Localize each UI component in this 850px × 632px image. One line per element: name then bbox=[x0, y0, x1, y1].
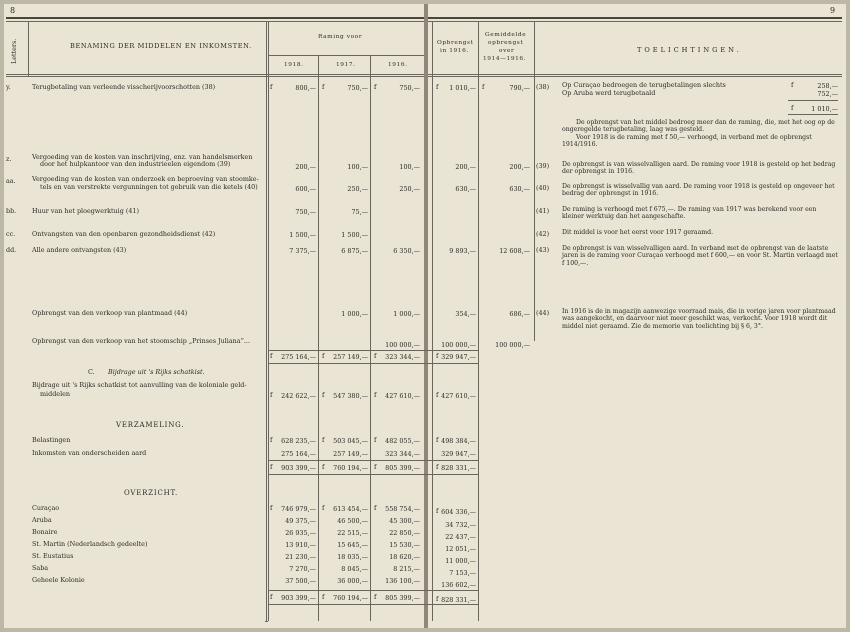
value-opbrengst: 100 000,— bbox=[441, 341, 476, 349]
value-opbrengst: 12 051,— bbox=[445, 545, 476, 553]
value-1917: 8 045,— bbox=[341, 565, 368, 573]
header-gemiddelde-4: 1914—1916. bbox=[483, 56, 527, 62]
currency-f: f bbox=[322, 83, 325, 91]
currency-f: f bbox=[322, 504, 325, 512]
value-1916: 482 055,— bbox=[385, 437, 420, 445]
top-rule-right-thin bbox=[428, 21, 842, 22]
total-1918: 275 164,— bbox=[281, 353, 316, 361]
total-1917: 760 194,— bbox=[333, 464, 368, 472]
row-name: Bonaire bbox=[32, 528, 58, 536]
currency-f: f bbox=[270, 391, 273, 399]
value-1916: 323 344,— bbox=[385, 450, 420, 458]
note-ref: (43) bbox=[536, 246, 550, 254]
value-1916: 100 000,— bbox=[385, 341, 420, 349]
row-name: Terugbetaling van verleende visscherijvoorschotten (38) bbox=[32, 83, 216, 91]
total-rule bbox=[268, 350, 478, 351]
col-line-name bbox=[266, 21, 267, 621]
row-letter: aa. bbox=[6, 177, 16, 185]
value-1918: 13 910,— bbox=[285, 541, 316, 549]
currency-f: f bbox=[791, 104, 794, 112]
value-1917: 36 000,— bbox=[337, 577, 368, 585]
value-1918: 26 935,— bbox=[285, 529, 316, 537]
note-ref: (42) bbox=[536, 230, 550, 238]
header-bottom-rule-left bbox=[6, 74, 424, 75]
value-opbrengst: 427 610,— bbox=[441, 392, 476, 400]
header-name: BENAMING DER MIDDELEN EN INKOMSTEN. bbox=[70, 42, 252, 50]
currency-f: f bbox=[322, 352, 325, 360]
value-1918: 746 979,— bbox=[281, 505, 316, 513]
header-bottom-rule-left-2 bbox=[6, 76, 424, 77]
value-opbrengst: 34 732,— bbox=[445, 521, 476, 529]
value-1918: 7 375,— bbox=[289, 247, 316, 255]
currency-f: f bbox=[270, 83, 273, 91]
raming-subrule bbox=[268, 55, 424, 56]
top-rule-right bbox=[428, 17, 842, 19]
row-name: Ontvangsten van den openbaren gezondheidsdienst (42) bbox=[32, 230, 216, 238]
value-1918: 600,— bbox=[295, 185, 316, 193]
currency-f: f bbox=[436, 436, 439, 444]
col-line-letters bbox=[28, 21, 29, 76]
value-1917: 18 035,— bbox=[337, 553, 368, 561]
total-rule-bottom bbox=[268, 604, 478, 605]
currency-f: f bbox=[270, 436, 273, 444]
explanation-39: De opbrengst is van wisselvalligen aard. De raming voor 1918 is gesteld op het bedrag der opbrengst in 1916. bbox=[562, 161, 836, 176]
value-1918: 800,— bbox=[295, 84, 316, 92]
row-letter: dd. bbox=[6, 246, 17, 254]
value-opbrengst: 7 153,— bbox=[449, 569, 476, 577]
row-name-cont: tels en van verstrekte vergunningen tot gebruik van die ketels (40) bbox=[40, 183, 258, 191]
header-gemiddelde-1: Gemiddelde bbox=[485, 32, 527, 38]
explanation-38b: Op Aruba werd terugbetaald bbox=[562, 89, 656, 97]
explanation-sum-rule-bottom bbox=[788, 114, 838, 115]
note-ref: (40) bbox=[536, 184, 550, 192]
currency-f: f bbox=[270, 463, 273, 471]
value-1918: 628 235,— bbox=[281, 437, 316, 445]
total-rule-bottom bbox=[268, 474, 478, 475]
row-letter: y. bbox=[6, 83, 11, 91]
total-rule bbox=[268, 590, 478, 591]
total-1918: 903 399,— bbox=[281, 464, 316, 472]
header-1918: 1918. bbox=[284, 62, 304, 68]
header-1916: 1916. bbox=[388, 62, 408, 68]
value-opbrengst: 9 893,— bbox=[449, 247, 476, 255]
explanation-42: Dit middel is voor het eerst voor 1917 geraamd. bbox=[562, 229, 714, 236]
book-gutter bbox=[424, 4, 428, 628]
overzicht-title: OVERZICHT. bbox=[124, 489, 179, 497]
row-letter: bb. bbox=[6, 207, 17, 215]
header-opbrengst-1: Opbrengst bbox=[437, 40, 474, 46]
explanation-38b-value: 752,— bbox=[817, 90, 838, 98]
value-1917: 547 380,— bbox=[333, 392, 368, 400]
total-opbrengst: 329 947,— bbox=[441, 353, 476, 361]
header-1917: 1917. bbox=[336, 62, 356, 68]
header-letters: Letters. bbox=[10, 38, 18, 64]
value-1917: 750,— bbox=[347, 84, 368, 92]
value-opbrengst: 329 947,— bbox=[441, 450, 476, 458]
value-gemiddelde: 100 000,— bbox=[495, 341, 530, 349]
currency-f: f bbox=[791, 81, 794, 89]
value-opbrengst: 604 336,— bbox=[441, 508, 476, 516]
row-name: Huur van het ploegwerktuig (41) bbox=[32, 207, 139, 215]
value-opbrengst: 1 010,— bbox=[449, 84, 476, 92]
row-name: Curaçao bbox=[32, 504, 60, 512]
currency-f: f bbox=[270, 352, 273, 360]
currency-f: f bbox=[374, 504, 377, 512]
value-gemiddelde: 12 608,— bbox=[499, 247, 530, 255]
explanation-38a-value: 258,— bbox=[817, 82, 838, 90]
currency-f: f bbox=[482, 83, 485, 91]
value-1917: 6 875,— bbox=[341, 247, 368, 255]
row-name: Bijdrage uit 's Rijks schatkist tot aanvulling van de koloniale geld- bbox=[32, 381, 247, 389]
currency-f: f bbox=[270, 593, 273, 601]
currency-f: f bbox=[436, 463, 439, 471]
top-rule-left-thin bbox=[6, 21, 424, 22]
currency-f: f bbox=[374, 436, 377, 444]
currency-f: f bbox=[322, 436, 325, 444]
value-1916: 8 215,— bbox=[393, 565, 420, 573]
col-line-opbrengst bbox=[432, 21, 433, 621]
col-line-1917 bbox=[370, 55, 371, 621]
value-1917: 613 454,— bbox=[333, 505, 368, 513]
total-opbrengst: 828 331,— bbox=[441, 596, 476, 604]
value-opbrengst: 200,— bbox=[455, 163, 476, 171]
row-name: St. Eustatius bbox=[32, 552, 74, 560]
row-name: Belastingen bbox=[32, 436, 71, 444]
col-line-name-2 bbox=[268, 21, 269, 621]
total-rule-bottom bbox=[268, 363, 478, 364]
currency-f: f bbox=[436, 83, 439, 91]
value-1918: 21 230,— bbox=[285, 553, 316, 561]
section-c-title: Bijdrage uit 's Rijks schatkist. bbox=[108, 368, 205, 376]
currency-f: f bbox=[436, 352, 439, 360]
col-line-refs bbox=[534, 21, 535, 341]
currency-f: f bbox=[436, 507, 439, 515]
explanation-38d: Voor 1918 is de raming met f 50,— verhoogd, in verband met de opbrengst 1914/1916. bbox=[562, 134, 812, 149]
note-ref: (39) bbox=[536, 162, 550, 170]
header-raming: Raming voor bbox=[318, 34, 363, 40]
note-ref: (38) bbox=[536, 83, 550, 91]
col-line-gemiddelde bbox=[478, 21, 479, 621]
total-opbrengst: 828 331,— bbox=[441, 464, 476, 472]
value-1916: 100,— bbox=[399, 163, 420, 171]
explanation-43: De opbrengst is van wisselvalligen aard. In verband met de opbrengst van de laatste jaren is de raming voor Curaçao verhoogd met f 600,— en voor St. Martin verlaagd met f 100,—. bbox=[562, 245, 838, 267]
value-1918: 200,— bbox=[295, 163, 316, 171]
value-1917: 75,— bbox=[351, 208, 368, 216]
value-1916: 1 000,— bbox=[393, 310, 420, 318]
col-line-1918 bbox=[318, 55, 319, 621]
total-1917: 257 149,— bbox=[333, 353, 368, 361]
value-1917: 46 500,— bbox=[337, 517, 368, 525]
value-1916: 45 300,— bbox=[389, 517, 420, 525]
row-letter: cc. bbox=[6, 230, 16, 238]
value-1916: 558 754,— bbox=[385, 505, 420, 513]
row-name: Geheele Kolonie bbox=[32, 576, 85, 584]
total-1916: 805 399,— bbox=[385, 464, 420, 472]
value-1917: 503 045,— bbox=[333, 437, 368, 445]
value-1918: 750,— bbox=[295, 208, 316, 216]
row-name: Saba bbox=[32, 564, 49, 572]
explanation-38-total: 1 010,— bbox=[811, 105, 838, 113]
value-1916: 136 100,— bbox=[385, 577, 420, 585]
row-letter: z. bbox=[6, 155, 12, 163]
row-name: Vergoeding van de kosten van onderzoek en beproeving van stoomke- bbox=[32, 175, 259, 183]
row-name: St. Martin (Nederlandsch gedeelte) bbox=[32, 540, 148, 548]
header-toelichtingen: TOELICHTINGEN. bbox=[637, 46, 742, 54]
value-1918: 242 622,— bbox=[281, 392, 316, 400]
value-1918: 1 500,— bbox=[289, 231, 316, 239]
currency-f: f bbox=[436, 595, 439, 603]
value-1917: 257 149,— bbox=[333, 450, 368, 458]
value-1916: 427 610,— bbox=[385, 392, 420, 400]
value-1916: 750,— bbox=[399, 84, 420, 92]
value-1916: 6 350,— bbox=[393, 247, 420, 255]
currency-f: f bbox=[270, 504, 273, 512]
explanation-38a: Op Curaçao bedroegen de terugbetalingen slechts bbox=[562, 81, 726, 89]
value-1918: 275 164,— bbox=[281, 450, 316, 458]
section-c-label: C. bbox=[88, 368, 95, 376]
explanation-sum-rule bbox=[788, 100, 838, 101]
total-1916: 323 344,— bbox=[385, 353, 420, 361]
currency-f: f bbox=[374, 391, 377, 399]
value-1916: 15 530,— bbox=[389, 541, 420, 549]
header-opbrengst-2: in 1916. bbox=[440, 48, 469, 54]
row-name: Opbrengst van den verkoop van plantmaad (44) bbox=[32, 309, 188, 317]
value-1918: 49 375,— bbox=[285, 517, 316, 525]
bottom-mark bbox=[265, 621, 268, 622]
value-1917: 22 515,— bbox=[337, 529, 368, 537]
value-1916: 18 620,— bbox=[389, 553, 420, 561]
value-1917: 100,— bbox=[347, 163, 368, 171]
header-gemiddelde-2: opbrengst bbox=[488, 40, 524, 46]
currency-f: f bbox=[436, 391, 439, 399]
row-name-cont: door het hulpkantoor van den industrieelen eigendom (39) bbox=[40, 160, 231, 168]
value-opbrengst: 354,— bbox=[455, 310, 476, 318]
note-ref: (41) bbox=[536, 207, 550, 215]
currency-f: f bbox=[374, 593, 377, 601]
value-gemiddelde: 790,— bbox=[509, 84, 530, 92]
value-1917: 250,— bbox=[347, 185, 368, 193]
top-rule-left bbox=[6, 17, 424, 19]
currency-f: f bbox=[322, 463, 325, 471]
value-gemiddelde: 200,— bbox=[509, 163, 530, 171]
currency-f: f bbox=[374, 352, 377, 360]
value-opbrengst: 11 000,— bbox=[445, 557, 476, 565]
row-name: Opbrengst van den verkoop van het stoomschip „Prinses Juliana”... bbox=[32, 337, 250, 345]
value-1916: 250,— bbox=[399, 185, 420, 193]
row-name: Vergoeding van de kosten van inschrijving, enz. van handelsmerken bbox=[32, 153, 253, 161]
explanation-41: De raming is verhoogd met f 675,—. De raming van 1917 was berekend voor een kleiner werktuig dan het aangeschafte. bbox=[562, 206, 817, 221]
value-1917: 1 500,— bbox=[341, 231, 368, 239]
value-opbrengst: 22 437,— bbox=[445, 533, 476, 541]
value-gemiddelde: 630,— bbox=[509, 185, 530, 193]
page-number-right: 9 bbox=[830, 6, 836, 15]
value-1918: 7 270,— bbox=[289, 565, 316, 573]
page-number-left: 8 bbox=[10, 6, 16, 15]
currency-f: f bbox=[322, 391, 325, 399]
value-gemiddelde: 686,— bbox=[509, 310, 530, 318]
header-bottom-rule-right-2 bbox=[428, 76, 842, 77]
header-gemiddelde-3: over bbox=[499, 48, 515, 54]
value-opbrengst: 136 602,— bbox=[441, 581, 476, 589]
verzameling-title: VERZAMELING. bbox=[116, 421, 185, 429]
row-name-cont: middelen bbox=[40, 390, 71, 398]
row-name: Aruba bbox=[32, 516, 52, 524]
value-opbrengst: 498 384,— bbox=[441, 437, 476, 445]
explanation-40: De opbrengst is wisselvallig van aard. De raming voor 1918 is gesteld op ongeveer het bedrag der opbrengst in 1916. bbox=[562, 183, 835, 198]
explanation-38c: De opbrengst van het middel bedroeg meer dan de raming, die, met het oog op de ongeregelde terugbetaling, laag was gesteld. bbox=[562, 119, 835, 134]
total-1916: 805 399,— bbox=[385, 594, 420, 602]
note-ref: (44) bbox=[536, 309, 550, 317]
total-rule bbox=[268, 460, 478, 461]
header-bottom-rule-right bbox=[428, 74, 842, 75]
total-1917: 760 194,— bbox=[333, 594, 368, 602]
currency-f: f bbox=[374, 463, 377, 471]
currency-f: f bbox=[374, 83, 377, 91]
currency-f: f bbox=[322, 593, 325, 601]
total-1918: 903 399,— bbox=[281, 594, 316, 602]
value-opbrengst: 630,— bbox=[455, 185, 476, 193]
explanation-44: In 1916 is de in magazijn aanwezige voorraad mais, die in vorige jaren voor plantmaad was aangekocht, en daarvoor niet meer geschikt was, verkocht. Voor 1918 wordt dit middel niet geraamd. Zie de memorie van toelichting bij § 6, 3°. bbox=[562, 308, 836, 330]
row-name: Alle andere ontvangsten (43) bbox=[32, 246, 127, 254]
value-1918: 37 500,— bbox=[285, 577, 316, 585]
value-1916: 22 850,— bbox=[389, 529, 420, 537]
row-name: Inkomsten van onderscheiden aard bbox=[32, 449, 147, 457]
value-1917: 1 000,— bbox=[341, 310, 368, 318]
value-1917: 15 645,— bbox=[337, 541, 368, 549]
